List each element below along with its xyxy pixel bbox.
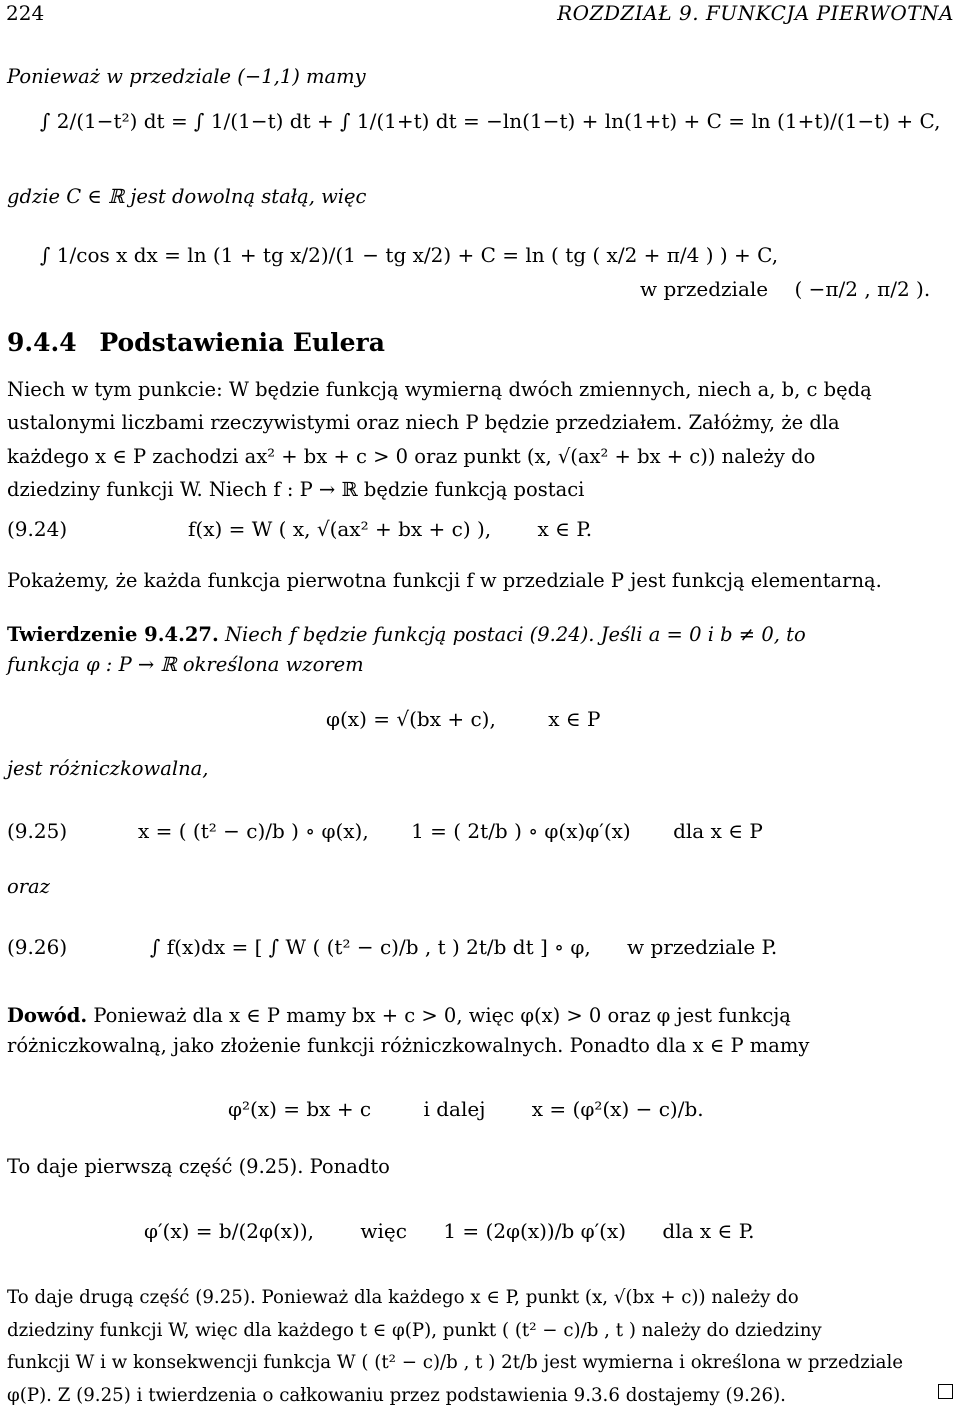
chapter-title: ROZDZIAŁ 9. FUNKCJA PIERWOTNA: [557, 1, 954, 25]
equation-phi-squared: [228, 1096, 704, 1123]
eq-p2-right: 1 = (2φ(x))/b φ′(x): [443, 1219, 627, 1243]
equation-9-24: [7, 516, 67, 543]
eq-p2-tail: dla x ∈ P.: [662, 1219, 755, 1243]
qed-square-icon: [938, 1384, 953, 1399]
eq-a-rhs: = −ln(1−t) + ln(1+t) + C = ln (1+t)/(1−t) + C,: [463, 109, 941, 133]
eq-925-tail: dla x ∈ P: [673, 819, 763, 843]
paragraph-definitions: [7, 377, 953, 503]
theorem-line2: funkcja φ : P → ℝ określona wzorem: [7, 653, 364, 676]
proof-line1-group: [7, 1003, 791, 1029]
intro-text: Ponieważ w przedziale (−1,1) mamy: [7, 65, 366, 88]
proof-line2: różniczkowalną, jako złożenie funkcji różniczkowalnych. Ponadto dla x ∈ P mamy: [7, 1034, 810, 1057]
equation-9-26: [7, 934, 67, 961]
eq-b-main: ∫ 1/cos x dx = ln (1 + tg x/2)/(1 − tg x/2) + C = ln ( tg ( x/2 + π/4 ) ) + C,: [40, 243, 779, 267]
eq-p1-mid: i dalej: [423, 1097, 486, 1121]
p1-line3: każdego x ∈ P zachodzi ax² + bx + c > 0 oraz punkt (x, √(ax² + bx + c)) należy do: [7, 444, 816, 468]
oraz-text: oraz: [7, 875, 50, 898]
eq-924-domain: x ∈ P.: [537, 517, 593, 541]
eq-926-label: (9.26): [7, 935, 68, 959]
paragraph-conclusion: [7, 1286, 953, 1408]
equation-integral-partial-fractions: [40, 108, 940, 135]
eq-p2-left: φ′(x) = b/(2φ(x)),: [144, 1219, 315, 1243]
eq-925-part1: x = ( (t² − c)/b ) ∘ φ(x),: [138, 819, 369, 843]
equation-integral-secant: [40, 242, 778, 269]
equation-phi: [326, 706, 600, 733]
p1-line2: ustalonymi liczbami rzeczywistymi oraz niech P będzie przedziałem. Załóżmy, że dla: [7, 411, 840, 435]
eq-phi-domain: x ∈ P: [548, 707, 601, 731]
section-number: 9.4.4: [7, 328, 77, 357]
theorem-label: Twierdzenie 9.4.27.: [7, 623, 219, 646]
p1-line4: dziedziny funkcji W. Niech f : P → ℝ będzie funkcją postaci: [7, 477, 585, 501]
section-title: Podstawienia Eulera: [99, 328, 385, 357]
page-header: [6, 0, 954, 30]
theorem-line1: Niech f będzie funkcją postaci (9.24). Jeśli a = 0 i b ≠ 0, to: [224, 623, 806, 646]
section-heading: [7, 326, 385, 360]
eq-a-lhs: ∫ 2/(1−t²) dt = ∫ 1/(1−t) dt + ∫ 1/(1+t) dt: [40, 109, 457, 133]
eq-p2-mid: więc: [360, 1219, 407, 1243]
theorem-block: [7, 622, 806, 648]
gdzie-text: gdzie C ∈ ℝ jest dowolną stałą, więc: [7, 185, 367, 208]
eq-926-formula-group: [150, 934, 777, 961]
proof-label: Dowód.: [7, 1004, 88, 1027]
eq-b-interval: ( −π/2 , π/2 ).: [794, 277, 931, 301]
p4-line2: dziedziny funkcji W, więc dla każdego t ∈ φ(P), punkt ( (t² − c)/b , t ) należy do dziedziny: [7, 1319, 822, 1341]
jest-text: jest różniczkowalna,: [7, 757, 209, 780]
eq-924-formula: f(x) = W ( x, √(ax² + bx + c) ),: [188, 517, 492, 541]
paragraph-first-part: To daje pierwszą część (9.25). Ponadto: [7, 1155, 390, 1178]
paragraph-claim: Pokażemy, że każda funkcja pierwotna funkcji f w przedziale P jest funkcją elementarną.: [7, 569, 882, 592]
proof-line1: Ponieważ dla x ∈ P mamy bx + c > 0, więc φ(x) > 0 oraz φ jest funkcją: [93, 1004, 791, 1027]
p4-line4: φ(P). Z (9.25) i twierdzenia o całkowaniu przez podstawienia 9.3.6 dostajemy (9.26).: [7, 1384, 786, 1406]
eq-924-label: (9.24): [7, 517, 68, 541]
eq-b-interval-group: [640, 276, 930, 303]
eq-925-part2: 1 = ( 2t/b ) ∘ φ(x)φ′(x): [411, 819, 631, 843]
p4-line4-wrap: [7, 1384, 953, 1409]
eq-phi-formula: φ(x) = √(bx + c),: [326, 707, 496, 731]
equation-phi-derivative: [144, 1218, 754, 1245]
eq-p1-right: x = (φ²(x) − c)/b.: [531, 1097, 704, 1121]
eq-p1-left: φ²(x) = bx + c: [228, 1097, 372, 1121]
eq-b-interval-label: w przedziale: [640, 277, 769, 301]
p4-line1: To daje drugą część (9.25). Ponieważ dla każdego x ∈ P, punkt (x, √(bx + c)) należy do: [7, 1287, 799, 1308]
eq-924-formula-group: [188, 516, 592, 543]
eq-925-label: (9.25): [7, 819, 68, 843]
equation-9-25: [7, 818, 67, 845]
eq-926-tail: w przedziale P.: [627, 935, 778, 959]
p1-line1: Niech w tym punkcie: W będzie funkcją wymierną dwóch zmiennych, niech a, b, c będą: [7, 378, 872, 401]
eq-925-formula-group: [138, 818, 763, 845]
p4-line3: funkcji W i w konsekwencji funkcja W ( (t² − c)/b , t ) 2t/b jest wymierna i określona w przedziale: [7, 1352, 904, 1374]
page-number: 224: [6, 1, 45, 25]
eq-926-formula: ∫ f(x)dx = [ ∫ W ( (t² − c)/b , t ) 2t/b dt ] ∘ φ,: [150, 935, 591, 959]
